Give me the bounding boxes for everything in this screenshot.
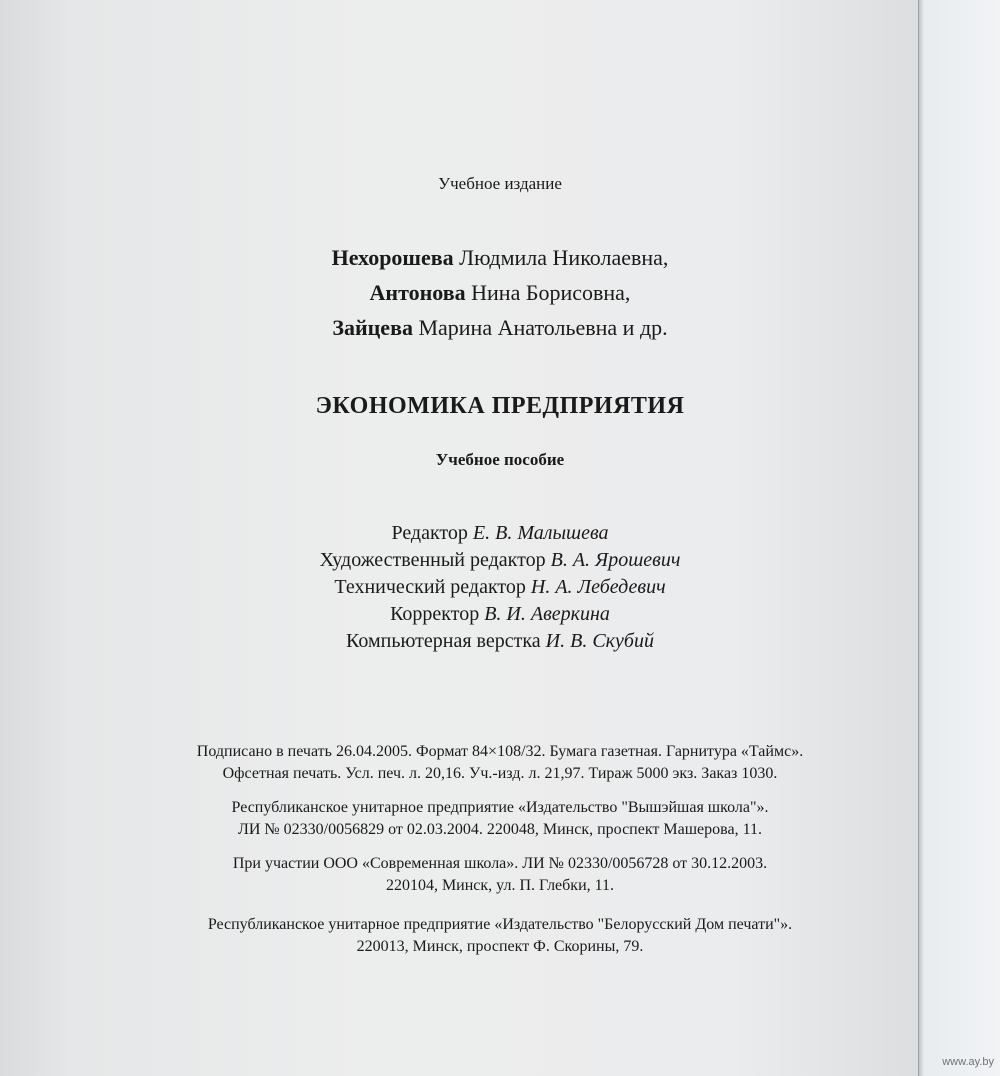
imprint-print-details	[0, 741, 1000, 785]
imprint-line: Подписано в печать 26.04.2005. Формат 84×108/32. Бумага газетная. Гарнитура «Таймс».	[196, 743, 804, 760]
imprint-line: Офсетная печать. Усл. печ. л. 20,16. Уч.-изд. л. 21,97. Тираж 5000 экз. Заказ 1030.	[222, 765, 778, 782]
credit-tech-editor	[0, 574, 1000, 601]
credit-person: Н. А. Лебедевич	[530, 576, 666, 598]
site-watermark: www.ay.by	[942, 1056, 994, 1068]
author-2	[0, 275, 1000, 310]
author-1-surname: Нехорошева	[331, 245, 454, 270]
credits-block	[0, 520, 1000, 655]
author-2-rest: Нина Борисовна,	[465, 280, 631, 305]
imprint-line: При участии ООО «Современная школа». ЛИ № 02330/0056728 от 30.12.2003.	[232, 855, 768, 872]
credit-layout	[0, 628, 1000, 655]
imprint-participant	[0, 853, 1000, 897]
credit-editor	[0, 520, 1000, 547]
imprint-line: 220104, Минск, ул. П. Глебки, 11.	[385, 877, 615, 894]
imprint-publisher	[0, 797, 1000, 841]
author-3-rest: Марина Анатольевна и др.	[412, 315, 668, 340]
credit-art-editor	[0, 547, 1000, 574]
credit-proofreader	[0, 601, 1000, 628]
imprint-line: ЛИ № 02330/0056829 от 02.03.2004. 220048, Минск, проспект Машерова, 11.	[237, 821, 762, 838]
edition-type: Учебное издание	[438, 174, 562, 193]
credit-role: Корректор	[390, 603, 485, 625]
author-1	[0, 240, 1000, 275]
imprint-printer	[0, 914, 1000, 958]
author-3	[0, 310, 1000, 345]
imprint-line: Республиканское унитарное предприятие «Издательство "Вышэйшая школа"».	[231, 799, 769, 816]
credit-person: И. В. Скубий	[545, 630, 654, 652]
imprint-line: Республиканское унитарное предприятие «Издательство "Белорусский Дом печати"».	[207, 916, 793, 933]
credit-person: В. А. Ярошевич	[550, 549, 681, 571]
imprint-line: 220013, Минск, проспект Ф. Скорины, 79.	[356, 938, 644, 955]
credit-person: В. И. Аверкина	[484, 603, 610, 625]
credit-role: Технический редактор	[334, 576, 531, 598]
credit-person: Е. В. Малышева	[472, 522, 609, 544]
author-2-surname: Антонова	[369, 280, 466, 305]
author-1-rest: Людмила Николаевна,	[453, 245, 669, 270]
book-title: ЭКОНОМИКА ПРЕДПРИЯТИЯ	[315, 393, 685, 419]
credit-role: Художественный редактор	[319, 549, 551, 571]
credit-role: Редактор	[391, 522, 473, 544]
author-3-surname: Зайцева	[332, 315, 413, 340]
credit-role: Компьютерная верстка	[346, 630, 546, 652]
book-subtitle: Учебное пособие	[435, 450, 565, 469]
author-list	[0, 240, 1000, 345]
